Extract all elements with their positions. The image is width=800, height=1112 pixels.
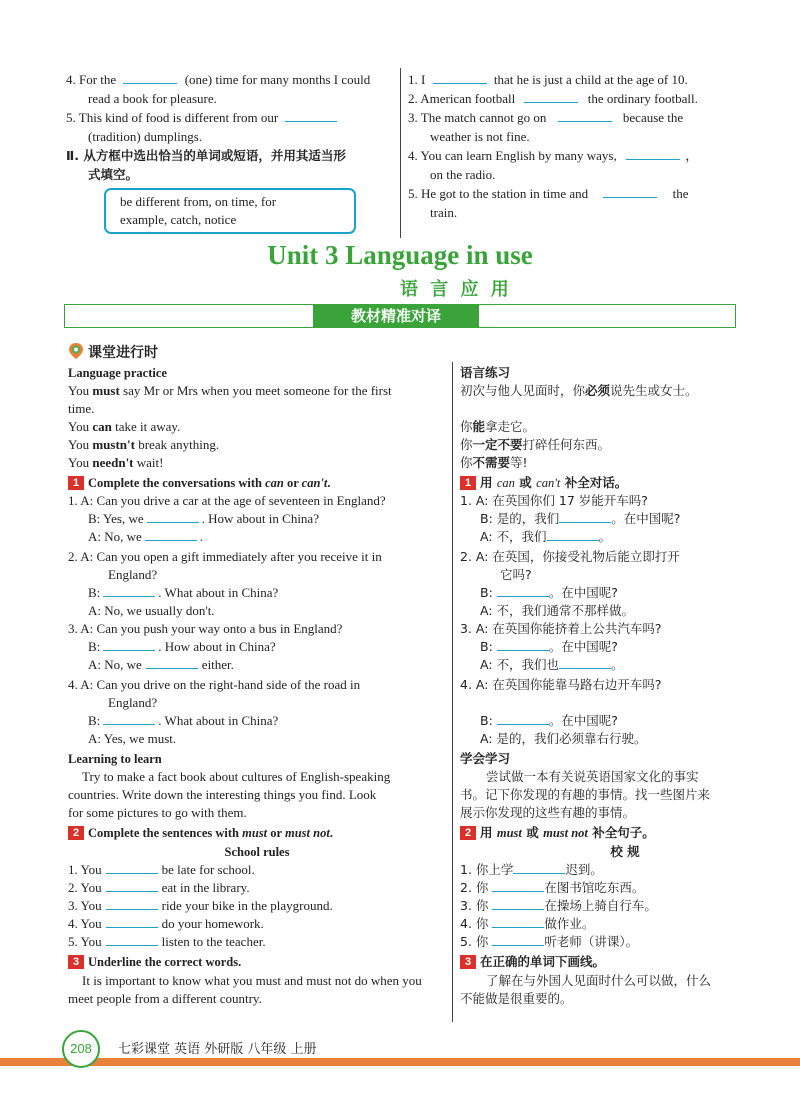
exercise-number: 1: [460, 476, 476, 490]
exercise-instruction-cn: 用 can 或 can't 补全对话。: [480, 475, 628, 490]
answer-blank[interactable]: [497, 712, 549, 725]
exercise-instruction: Complete the sentences with must or must not.: [88, 826, 333, 840]
answer-blank[interactable]: [123, 71, 177, 84]
section-heading: Ⅱ. 从方框中选出恰当的单词或短语，并用其适当形: [66, 148, 346, 163]
answer-blank[interactable]: [492, 897, 544, 910]
exercise-instruction: Complete the conversations with can or can't.: [88, 476, 331, 490]
answer-blank[interactable]: [559, 510, 611, 523]
answer-blank[interactable]: [513, 861, 565, 874]
answer-blank[interactable]: [492, 915, 544, 928]
heading-language-practice-cn: 语言练习: [460, 365, 511, 380]
word-box: be different from, on time, for example, catch, notice: [104, 188, 356, 234]
page-number: 208: [70, 1041, 92, 1056]
exercise-instruction: Underline the correct words.: [88, 955, 242, 969]
answer-blank[interactable]: [106, 915, 158, 928]
answer-blank[interactable]: [106, 933, 158, 946]
q4-line: 4. For the (one) time for many months I could: [66, 72, 371, 87]
exercise-instruction-cn: 用 must 或 must not 补全句子。: [480, 825, 655, 840]
heading-language-practice: Language practice: [68, 366, 167, 380]
footer-title: 七彩课堂 英语 外研版 八年级 上册: [118, 1042, 317, 1057]
footer-bar: [0, 1058, 800, 1066]
answer-blank[interactable]: [492, 879, 544, 892]
answer-blank[interactable]: [433, 71, 487, 84]
rules-title-cn: 校 规: [610, 844, 640, 859]
page-number-badge: [62, 1030, 100, 1068]
banner-frame: [64, 304, 736, 328]
column-divider: [452, 362, 453, 1022]
answer-blank[interactable]: [497, 638, 549, 651]
answer-blank[interactable]: [145, 528, 197, 541]
answer-blank[interactable]: [103, 638, 155, 651]
unit-title: Unit 3 Language in use: [267, 240, 533, 270]
exercise-number: 2: [460, 826, 476, 840]
answer-blank[interactable]: [106, 861, 158, 874]
location-pin-icon: [68, 342, 84, 364]
answer-blank[interactable]: [558, 109, 612, 122]
q5-line: 5. This kind of food is different from our: [66, 109, 337, 127]
exercise-number: 3: [68, 955, 84, 969]
exercise-number: 2: [68, 826, 84, 840]
heading-learning-to-learn: Learning to learn: [68, 752, 162, 766]
answer-blank[interactable]: [497, 584, 549, 597]
unit-subtitle: 语 言 应 用: [400, 279, 512, 300]
exercise-instruction-cn: 在正确的单词下画线。: [480, 954, 606, 969]
exercise-number: 1: [68, 476, 84, 490]
answer-blank[interactable]: [106, 897, 158, 910]
answer-blank[interactable]: [146, 656, 198, 669]
answer-blank[interactable]: [103, 712, 155, 725]
column-divider: [400, 68, 401, 238]
answer-blank[interactable]: [106, 879, 158, 892]
banner-label: 教材精准对译: [313, 305, 479, 327]
answer-blank[interactable]: [524, 90, 578, 103]
answer-blank[interactable]: [103, 584, 155, 597]
answer-blank[interactable]: [547, 528, 599, 541]
heading-learning-to-learn-cn: 学会学习: [460, 751, 511, 766]
answer-blank[interactable]: [559, 656, 611, 669]
answer-blank[interactable]: [492, 933, 544, 946]
exercise-number: 3: [460, 955, 476, 969]
rules-title: School rules: [224, 845, 290, 859]
answer-blank[interactable]: [285, 109, 337, 122]
answer-blank[interactable]: [147, 510, 199, 523]
answer-blank[interactable]: [626, 147, 680, 160]
answer-blank[interactable]: [603, 185, 657, 198]
section-label: 课堂进行时: [88, 345, 158, 361]
